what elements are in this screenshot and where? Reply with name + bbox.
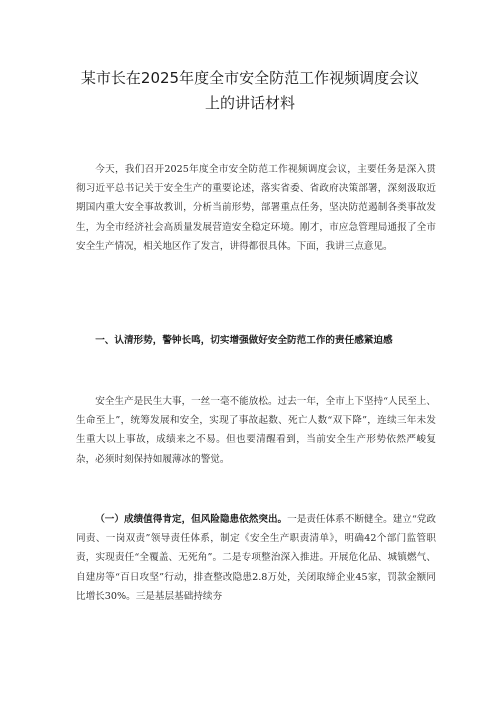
subsection-1-text: 一是责任体系不断健全。建立“党政同责、一岗双责”领导责任体系，制定《安全生产职责清单》，明确42个部门监管职责，实现责任“全覆盖、无死角”。二是专项整治深入推进。开展危化品、城镇燃气、自建房等“百日攻坚”行动，排查整改隐患2.8万处，关闭取缔企业45家，罚款金额同比增长30%。三是基层基础持续夯	[76, 514, 437, 602]
section-1-paragraph: 安全生产是民生大事，一丝一毫不能放松。过去一年，全市上下坚持“人民至上、生命至上”，统筹发展和安全，实现了事故起数、死亡人数“双下降”，连续三年未发生重大以上事故，成绩来之不易。但也要清醒看到，当前安全生产形势依然严峻复杂，必须时刻保持如履薄冰的警觉。	[76, 396, 436, 465]
title-line-1: 某市长在2025年度全市安全防范工作视频调度会议	[80, 69, 420, 87]
title-line-2: 上的讲话材料	[204, 94, 295, 112]
section-1-heading: 一、认清形势，警钟长鸣，切实增强做好安全防范工作的责任感紧迫感	[95, 335, 393, 346]
subsection-1	[76, 510, 436, 606]
subsection-1-paragraph	[76, 510, 436, 606]
intro-section	[76, 160, 436, 256]
section-1-body	[76, 392, 436, 469]
intro-paragraph: 今天，我们召开2025年度全市安全防范工作视频调度会议，主要任务是深入贯彻习近平总书记关于安全生产的重要论述，落实省委、省政府决策部署，深刻汲取近期国内重大安全事故教训，分析当前形势，部署重点任务，坚决防范遏制各类事故发生，为全市经济社会高质量发展营造安全稳定环境。刚才，市应急管理局通报了全市安全生产情况，相关地区作了发言，讲得都很具体。下面，我讲三点意见。	[76, 164, 436, 252]
subsection-1-heading: （一）成绩值得肯定，但风险隐患依然突出。	[95, 514, 288, 525]
document-title	[0, 66, 500, 116]
